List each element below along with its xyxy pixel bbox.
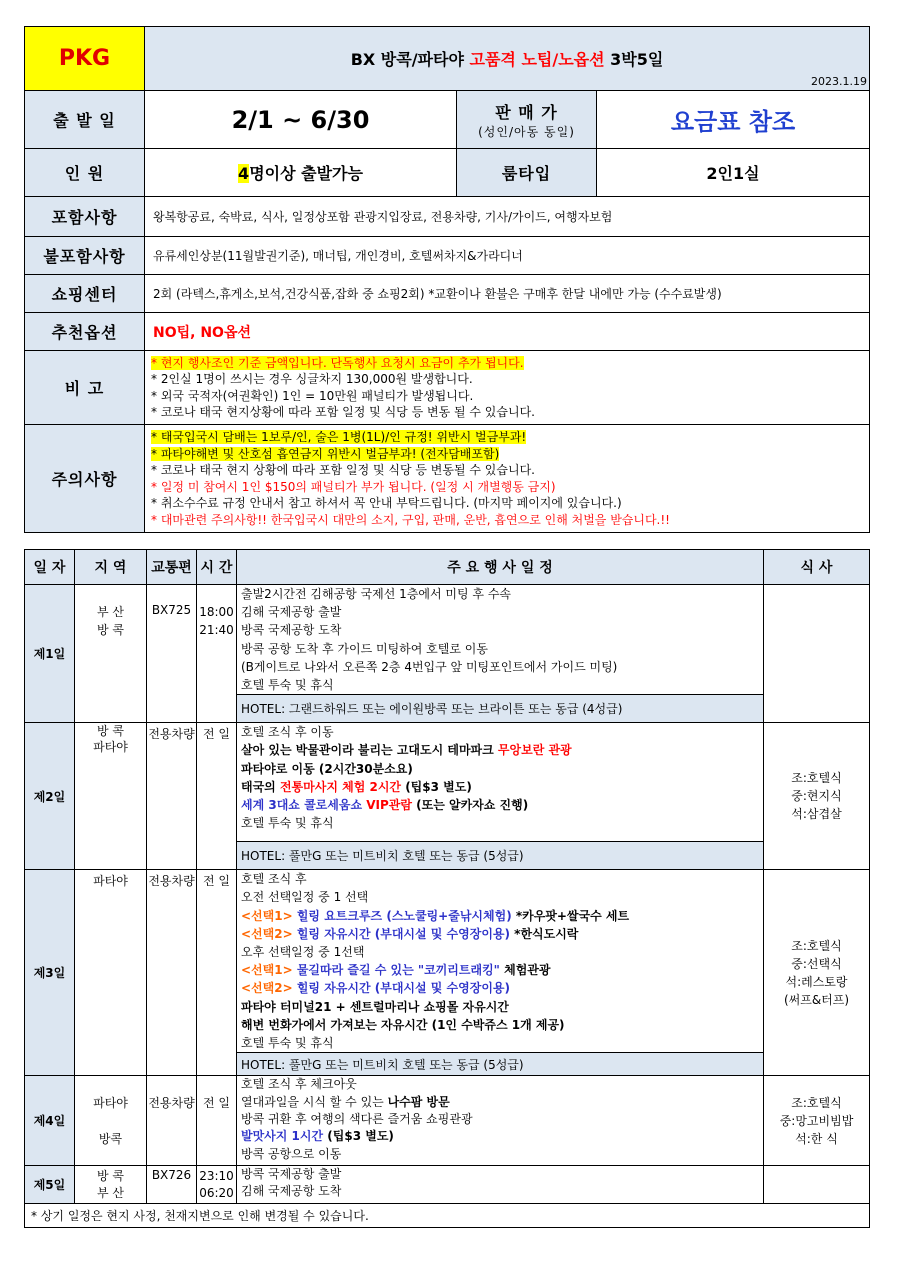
day4-time: 전 일 (197, 1076, 237, 1166)
day2-transport: 전용차량 (147, 723, 197, 870)
people-value: 4명이상 출발가능 (145, 149, 457, 197)
day1-meal (764, 585, 870, 723)
day2-region: 방 콕 파타야 (75, 723, 147, 870)
day5-region: 방 콕 부 산 (75, 1166, 147, 1204)
remark-item: * 현지 행사조인 기준 금액입니다. 단독행사 요청시 요금이 추가 됩니다. (151, 355, 524, 370)
depart-label: 출 발 일 (25, 91, 145, 149)
package-title: BX 방콕/파타야 고품격 노팁/노옵션 3박5일 2023.1.19 (145, 27, 870, 91)
day2-meal: 조:호텔식 중:현지식 석:삼겹살 (764, 723, 870, 870)
day1-time: 18:00 21:40 (197, 585, 237, 723)
day4-transport: 전용차량 (147, 1076, 197, 1166)
day5-meal (764, 1166, 870, 1204)
day3-hotel: HOTEL: 풀만G 또는 미트비치 호텔 또는 동급 (5성급) (237, 1053, 764, 1076)
caution-list (145, 425, 870, 533)
exclude-value: 유류세인상분(11월발권기준), 매너팁, 개인경비, 호텔써차지&가라디너 (145, 237, 870, 275)
caution-item: * 일정 미 참여시 1인 $150의 패널티가 부가 됩니다. (일정 시 개별행동 금지) (151, 479, 556, 494)
remark-item: * 2인실 1명이 쓰시는 경우 싱글차지 130,000원 발생합니다. (151, 372, 473, 386)
day5-transport: BX726 (147, 1166, 197, 1204)
day4-plan: 호텔 조식 후 체크아웃 열대과일을 시식 할 수 있는 나수팜 방문 방콕 귀환 후 여행의 색다른 즐거움 쇼핑관광 발맛사지 1시간 (팁$3 별도) 방콕 공항으로 이동 (237, 1076, 764, 1166)
caution-item: * 태국입국시 담배는 1보루/인, 술은 1병(1L)/인 규정! 위반시 벌금부과! (151, 430, 527, 444)
caution-item: * 파타야해변 및 산호섬 흡연금지 위반시 벌금부과! (전자담배포함) (151, 446, 500, 461)
day2-label: 제2일 (25, 723, 75, 870)
shop-value: 2회 (라텍스,휴게소,보석,건강식품,잡화 중 쇼핑2회) *교환이나 환불은 구매후 한달 내에만 가능 (수수료발생) (145, 275, 870, 313)
package-info-table (24, 26, 870, 533)
itinerary-sheet (24, 26, 869, 1228)
pkg-badge: PKG (25, 27, 145, 91)
day5-plan: 방콕 국제공항 출발 김해 국제공항 도착 (237, 1166, 764, 1204)
caution-label: 주의사항 (25, 425, 145, 533)
col-time: 시 간 (197, 550, 237, 585)
include-label: 포함사항 (25, 197, 145, 237)
include-value: 왕복항공료, 숙박료, 식사, 일정상포함 관광지입장료, 전용차량, 기사/가이드, 여행자보험 (145, 197, 870, 237)
option-value: NO팁, NO옵션 (145, 313, 870, 351)
issue-date: 2023.1.19 (811, 75, 868, 88)
day5-label: 제5일 (25, 1166, 75, 1204)
day3-time: 전 일 (197, 870, 237, 1076)
day1-region: 부 산 방 콕 (75, 585, 147, 723)
col-transport: 교통편 (147, 550, 197, 585)
remark-item: * 외국 국적자(여권확인) 1인 = 10만원 패널티가 발생됩니다. (151, 388, 474, 403)
caution-item: * 코로나 태국 현지 상황에 따라 포함 일정 및 식당 등 변동될 수 있습니다. (151, 463, 535, 477)
price-label: 판 매 가 (성인/아동 동일) (457, 91, 597, 149)
col-plan: 주 요 행 사 일 정 (237, 550, 764, 585)
day4-region: 파타야 방콕 (75, 1076, 147, 1166)
day3-plan: 호텔 조식 후 오전 선택일정 중 1 선택 <선택1> 힐링 요트크루즈 (스노쿨링+줄낚시체험) *카우팟+쌀국수 세트 <선택2> 힐링 자유시간 (부대시설 및 수영장이용) *한식도시락 오후 선택일정 중 1선택 <선택1> 물길따라 즐길 수 있는 "코끼리트래킹" 체험관광 <선택2> 힐링 자유시간 (부대시설 및 수영장이용) 파타야 터미널21 + 센트럴마리나 쇼핑몰 자유시간 해변 번화가에서 가져보는 자유시간 (1인 수박쥬스 1개 제공) 호텔 투숙 및 휴식 (237, 870, 764, 1053)
remark-list (145, 351, 870, 425)
day4-label: 제4일 (25, 1076, 75, 1166)
day2-hotel: HOTEL: 풀만G 또는 미트비치 호텔 또는 동급 (5성급) (237, 842, 764, 870)
remark-label: 비 고 (25, 351, 145, 425)
people-label: 인 원 (25, 149, 145, 197)
schedule-footnote: * 상기 일정은 현지 사정, 천재지변으로 인해 변경될 수 있습니다. (25, 1204, 870, 1228)
exclude-label: 불포함사항 (25, 237, 145, 275)
room-value: 2인1실 (597, 149, 870, 197)
day3-region: 파타야 (75, 870, 147, 1076)
remark-item: * 코로나 태국 현지상황에 따라 포함 일정 및 식당 등 변동 될 수 있습니다. (151, 405, 535, 419)
depart-value: 2/1 ~ 6/30 (145, 91, 457, 149)
col-region: 지 역 (75, 550, 147, 585)
day1-plan: 출발2시간전 김해공항 국제선 1층에서 미팅 후 수속 김해 국제공항 출발 방콕 국제공항 도착 방콕 공항 도착 후 가이드 미팅하여 호텔로 이동 (B게이트로 나와서 오른쪽 2층 4번입구 앞 미팅포인트에서 가이드 미팅) 호텔 투숙 및 휴식 (237, 585, 764, 695)
day1-transport: BX725 (147, 585, 197, 723)
caution-item: * 취소수수료 규정 안내서 참고 하셔서 꼭 안내 부탁드립니다. (마지막 페이지에 있습니다.) (151, 496, 622, 510)
day4-meal: 조:호텔식 중:망고비빔밥 석:한 식 (764, 1076, 870, 1166)
day3-label: 제3일 (25, 870, 75, 1076)
day3-meal: 조:호텔식 중:선택식 석:레스토랑 (써프&터프) (764, 870, 870, 1076)
schedule-table (24, 549, 870, 1228)
price-value: 요금표 참조 (597, 91, 870, 149)
shop-label: 쇼핑센터 (25, 275, 145, 313)
day2-plan: 호텔 조식 후 이동 살아 있는 박물관이라 불리는 고대도시 테마파크 무앙보란 관광 파타야로 이동 (2시간30분소요) 태국의 전통마사지 체험 2시간 (팁$3 별도) 세계 3대쇼 콜로세움쇼 VIP관람 (또는 알카자쇼 진행) 호텔 투숙 및 휴식 (237, 723, 764, 842)
day2-time: 전 일 (197, 723, 237, 870)
col-meal: 식 사 (764, 550, 870, 585)
day1-hotel: HOTEL: 그랜드하워드 또는 에이원방콕 또는 브라이튼 또는 동급 (4성급) (237, 695, 764, 723)
caution-item: * 대마관련 주의사항!! 한국입국시 대만의 소지, 구입, 판매, 운반, 흡연으로 인해 처벌을 받습니다.!! (151, 512, 670, 527)
day1-label: 제1일 (25, 585, 75, 723)
col-day: 일 자 (25, 550, 75, 585)
room-label: 룸타입 (457, 149, 597, 197)
day5-time: 23:10 06:20 (197, 1166, 237, 1204)
option-label: 추천옵션 (25, 313, 145, 351)
day3-transport: 전용차량 (147, 870, 197, 1076)
